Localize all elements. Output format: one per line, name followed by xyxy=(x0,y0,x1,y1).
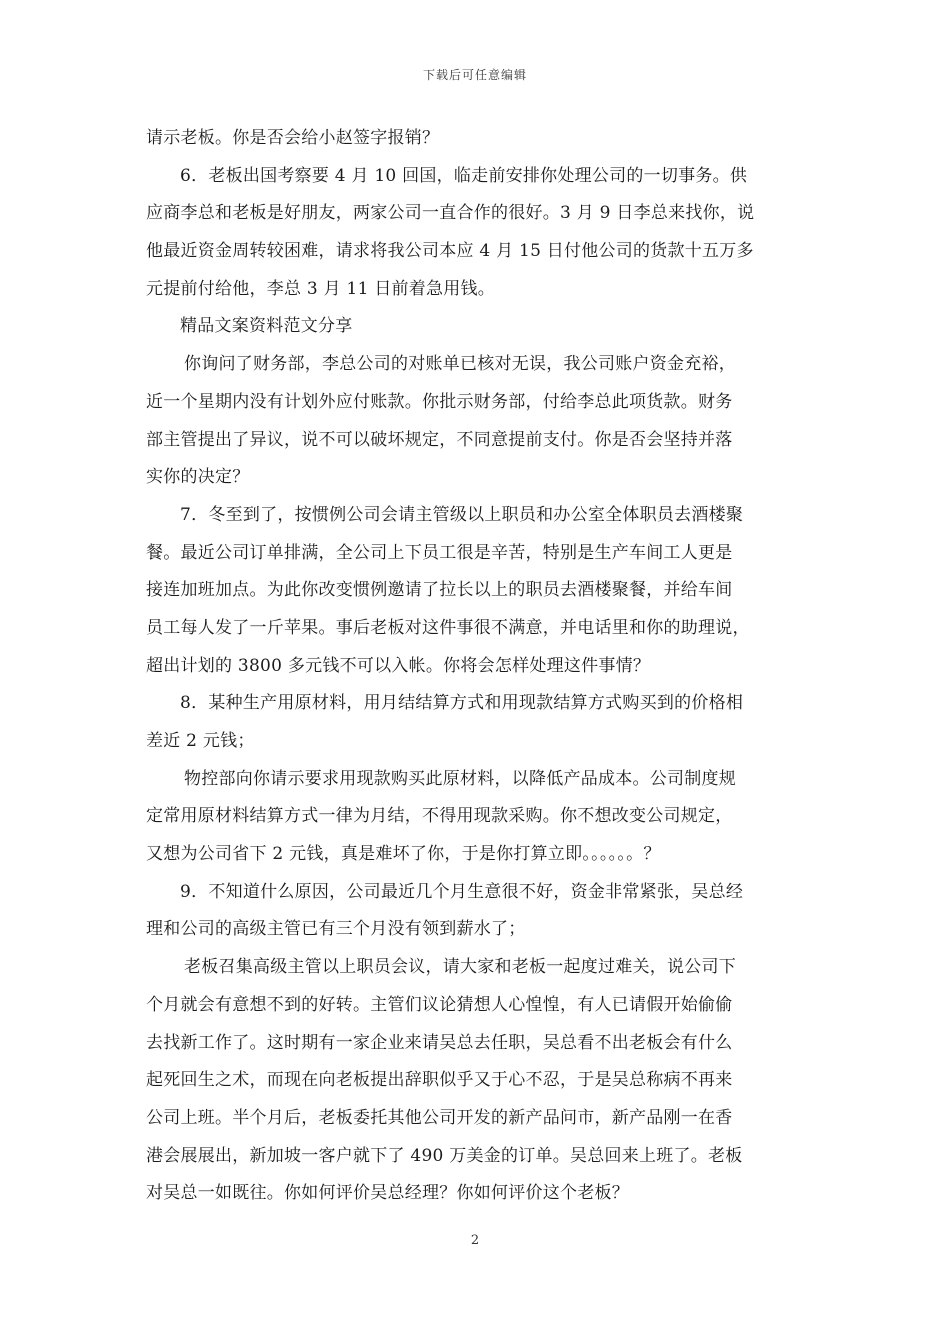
document-body xyxy=(146,120,818,1213)
text-line: 超出计划的 3800 多元钱不可以入帐。你将会怎样处理这件事情？ xyxy=(146,655,651,676)
text-line: 又想为公司省下 2 元钱，真是难坏了你，于是你打算立即。。。。。。？ xyxy=(146,844,661,865)
text-line: 定常用原材料结算方式一律为月结，不得用现款采购。你不想改变公司规定， xyxy=(146,806,733,827)
text-line: 应商李总和老板是好朋友，两家公司一直合作的很好。3 月 9 日李总来找你，说 xyxy=(146,203,755,224)
text-line: 个月就会有意想不到的好转。主管们议论猜想人心惶惶，有人已请假开始偷偷 xyxy=(146,994,733,1015)
text-line: 近一个星期内没有计划外应付账款。你批示财务部，付给李总此项货款。财务 xyxy=(146,391,733,412)
section-note: 精品文案资料范文分享 xyxy=(180,316,353,337)
text-line: 实你的决定？ xyxy=(146,467,250,488)
text-line: 物控部向你请示要求用现款购买此原材料，以降低产品成本。公司制度规 xyxy=(184,768,736,789)
text-line: 6．老板出国考察要 4 月 10 回国，临走前安排你处理公司的一切事务。供 xyxy=(180,165,748,186)
text-line: 接连加班加点。为此你改变惯例邀请了拉长以上的职员去酒楼聚餐，并给车间 xyxy=(146,580,733,601)
text-line: 老板召集高级主管以上职员会议，请大家和老板一起度过难关，说公司下 xyxy=(184,957,736,978)
text-line: 7．冬至到了，按惯例公司会请主管级以上职员和办公室全体职员去酒楼聚 xyxy=(180,504,744,525)
text-line: 理和公司的高级主管已有三个月没有领到薪水了； xyxy=(146,919,526,940)
text-line: 差近 2 元钱； xyxy=(146,731,255,751)
page-number: 2 xyxy=(470,1233,480,1248)
text-line: 9．不知道什么原因，公司最近几个月生意很不好，资金非常紧张，吴总经 xyxy=(180,881,744,902)
text-line: 他最近资金周转较困难，请求将我公司本应 4 月 15 日付他公司的货款十五万多 xyxy=(146,241,754,262)
text-line: 去找新工作了。这时期有一家企业来请吴总去任职，吴总看不出老板会有什么 xyxy=(146,1032,733,1053)
page-header: 下载后可任意编辑 xyxy=(422,68,527,82)
text-line: 起死回生之术，而现在向老板提出辞职似乎又于心不忍，于是吴总称病不再来 xyxy=(146,1070,733,1091)
text-line: 对吴总一如既往。你如何评价吴总经理？你如何评价这个老板？ xyxy=(146,1183,629,1204)
text-line: 部主管提出了异议，说不可以破坏规定，不同意提前支付。你是否会坚持并落 xyxy=(146,429,733,450)
text-line: 元提前付给他，李总 3 月 11 日前着急用钱。 xyxy=(146,278,496,299)
text-line: 你询问了财务部，李总公司的对账单已核对无误，我公司账户资金充裕， xyxy=(184,354,736,375)
text-line: 港会展展出，新加坡一客户就下了 490 万美金的订单。吴总回来上班了。老板 xyxy=(146,1145,743,1166)
text-line: 8．某种生产用原材料，用月结结算方式和用现款结算方式购买到的价格相 xyxy=(180,693,744,714)
text-line: 请示老板。你是否会给小赵签字报销？ xyxy=(146,128,440,148)
text-line: 员工每人发了一斤苹果。事后老板对这件事很不满意，并电话里和你的助理说， xyxy=(146,617,750,638)
text-line: 餐。最近公司订单排满，全公司上下员工很是辛苦，特别是生产车间工人更是 xyxy=(146,542,733,563)
text-line: 公司上班。半个月后，老板委托其他公司开发的新产品问市，新产品刚一在香 xyxy=(146,1107,733,1128)
